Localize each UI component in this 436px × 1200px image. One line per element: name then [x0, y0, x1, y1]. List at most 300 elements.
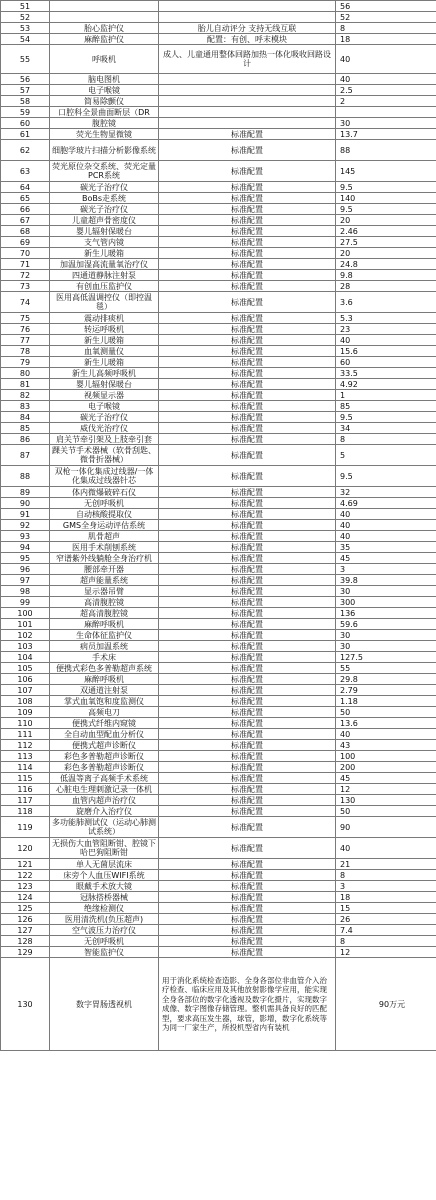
- row-number-cell: 120: [1, 838, 50, 859]
- amount-cell: 50: [336, 707, 436, 718]
- table-row: [1, 34, 436, 45]
- spec-cell: 标准配置: [159, 401, 336, 412]
- row-number-cell: 95: [1, 553, 50, 564]
- table-row: [1, 575, 436, 586]
- equipment-name-cell: 震动排痰机: [50, 313, 159, 324]
- table-row: [1, 215, 436, 226]
- table-row: [1, 129, 436, 140]
- table-row: [1, 423, 436, 434]
- amount-cell: 12: [336, 947, 436, 958]
- amount-cell: 85: [336, 401, 436, 412]
- table-row: [1, 270, 436, 281]
- spec-cell: 标准配置: [159, 193, 336, 204]
- row-number-cell: 110: [1, 718, 50, 729]
- row-number-cell: 80: [1, 368, 50, 379]
- amount-cell: 9.5: [336, 466, 436, 487]
- row-number-cell: 67: [1, 215, 50, 226]
- row-number-cell: 90: [1, 498, 50, 509]
- equipment-name-cell: 麻醉呼吸机: [50, 674, 159, 685]
- equipment-name-cell: 婴儿辐射保暖台: [50, 379, 159, 390]
- equipment-name-cell: 碳光子治疗仪: [50, 412, 159, 423]
- spec-cell: [159, 118, 336, 129]
- table-row: [1, 23, 436, 34]
- spec-cell: 标准配置: [159, 270, 336, 281]
- equipment-name-cell: 数字胃肠透视机: [50, 958, 159, 1051]
- equipment-name-cell: 掌式血氧饱和度监测仪: [50, 696, 159, 707]
- row-number-cell: 101: [1, 619, 50, 630]
- equipment-name-cell: 全自动血型配血分析仪: [50, 729, 159, 740]
- equipment-name-cell: [50, 1, 159, 12]
- spec-cell: [159, 12, 336, 23]
- table-row: [1, 696, 436, 707]
- row-number-cell: 74: [1, 292, 50, 313]
- table-row: [1, 751, 436, 762]
- amount-cell: 59.6: [336, 619, 436, 630]
- table-row: [1, 412, 436, 423]
- spec-cell: 标准配置: [159, 608, 336, 619]
- spec-cell: 配置：有创、呼末模块: [159, 34, 336, 45]
- amount-cell: 4.69: [336, 498, 436, 509]
- table-row: [1, 881, 436, 892]
- spec-cell: 标准配置: [159, 817, 336, 838]
- table-row: [1, 773, 436, 784]
- table-row: [1, 652, 436, 663]
- amount-cell: 300: [336, 597, 436, 608]
- amount-cell: 3: [336, 881, 436, 892]
- table-row: [1, 838, 436, 859]
- table-row: [1, 903, 436, 914]
- equipment-name-cell: 眼戴手术放大镜: [50, 881, 159, 892]
- equipment-name-cell: 支气管内镜: [50, 237, 159, 248]
- amount-cell: 40: [336, 520, 436, 531]
- row-number-cell: 73: [1, 281, 50, 292]
- amount-cell: 18: [336, 892, 436, 903]
- equipment-name-cell: 冠脉搭桥器械: [50, 892, 159, 903]
- row-number-cell: 53: [1, 23, 50, 34]
- spec-cell: 标准配置: [159, 696, 336, 707]
- equipment-name-cell: 无创呼吸机: [50, 498, 159, 509]
- equipment-name-cell: 腹腔镜: [50, 118, 159, 129]
- row-number-cell: 57: [1, 85, 50, 96]
- row-number-cell: 72: [1, 270, 50, 281]
- table-row: [1, 140, 436, 161]
- table-row: [1, 795, 436, 806]
- row-number-cell: 109: [1, 707, 50, 718]
- row-number-cell: 97: [1, 575, 50, 586]
- amount-cell: 145: [336, 161, 436, 182]
- equipment-name-cell: 血氧测量仪: [50, 346, 159, 357]
- equipment-name-cell: 生命体征监护仪: [50, 630, 159, 641]
- row-number-cell: 58: [1, 96, 50, 107]
- equipment-name-cell: 四通道静脉注射泵: [50, 270, 159, 281]
- equipment-name-cell: 自动核酸提取仪: [50, 509, 159, 520]
- row-number-cell: 124: [1, 892, 50, 903]
- row-number-cell: 86: [1, 434, 50, 445]
- equipment-name-cell: 新生儿暖箱: [50, 335, 159, 346]
- spec-cell: 标准配置: [159, 859, 336, 870]
- row-number-cell: 111: [1, 729, 50, 740]
- table-row: [1, 586, 436, 597]
- equipment-name-cell: 威伐光治疗仪: [50, 423, 159, 434]
- equipment-name-cell: 医用清洗机(负压超声): [50, 914, 159, 925]
- amount-cell: 29.8: [336, 674, 436, 685]
- amount-cell: 15.6: [336, 346, 436, 357]
- row-number-cell: 125: [1, 903, 50, 914]
- row-number-cell: 100: [1, 608, 50, 619]
- equipment-name-cell: 脑电图机: [50, 74, 159, 85]
- row-number-cell: 88: [1, 466, 50, 487]
- row-number-cell: 103: [1, 641, 50, 652]
- table-row: [1, 542, 436, 553]
- equipment-name-cell: 便携式彩色多普勒超声系统: [50, 663, 159, 674]
- row-number-cell: 75: [1, 313, 50, 324]
- spec-cell: 成人、儿童通用整体回路加热一体化吸收回路设计: [159, 45, 336, 74]
- row-number-cell: 87: [1, 445, 50, 466]
- spec-cell: 标准配置: [159, 903, 336, 914]
- spec-cell: 标准配置: [159, 718, 336, 729]
- spec-cell: 标准配置: [159, 663, 336, 674]
- table-row: [1, 892, 436, 903]
- spec-cell: 标准配置: [159, 936, 336, 947]
- amount-cell: 40: [336, 729, 436, 740]
- table-row: [1, 784, 436, 795]
- spec-cell: 标准配置: [159, 357, 336, 368]
- table-row: [1, 401, 436, 412]
- table-row: [1, 817, 436, 838]
- spec-cell: 标准配置: [159, 204, 336, 215]
- amount-cell: 15: [336, 903, 436, 914]
- table-row: [1, 182, 436, 193]
- amount-cell: 40: [336, 509, 436, 520]
- row-number-cell: 116: [1, 784, 50, 795]
- equipment-name-cell: 便携式纤维内窥镜: [50, 718, 159, 729]
- spec-cell: 标准配置: [159, 335, 336, 346]
- spec-cell: 标准配置: [159, 838, 336, 859]
- amount-cell: 20: [336, 248, 436, 259]
- amount-cell: 28: [336, 281, 436, 292]
- amount-cell: 9.5: [336, 412, 436, 423]
- amount-cell: 4.92: [336, 379, 436, 390]
- amount-cell: 40: [336, 335, 436, 346]
- table-row: [1, 118, 436, 129]
- spec-cell: 标准配置: [159, 466, 336, 487]
- equipment-name-cell: 口腔科全景曲面断层（DR: [50, 107, 159, 118]
- row-number-cell: 82: [1, 390, 50, 401]
- amount-cell: 13.6: [336, 718, 436, 729]
- table-row: [1, 914, 436, 925]
- table-row: [1, 663, 436, 674]
- row-number-cell: 113: [1, 751, 50, 762]
- equipment-name-cell: 新生儿高频呼吸机: [50, 368, 159, 379]
- amount-cell: 7.4: [336, 925, 436, 936]
- amount-cell: 2.46: [336, 226, 436, 237]
- spec-cell: 标准配置: [159, 641, 336, 652]
- spec-cell: 标准配置: [159, 707, 336, 718]
- table-row: [1, 259, 436, 270]
- table-row: [1, 718, 436, 729]
- table-row: [1, 520, 436, 531]
- amount-cell: 45: [336, 553, 436, 564]
- row-number-cell: 91: [1, 509, 50, 520]
- amount-cell: 18: [336, 34, 436, 45]
- spec-cell: 标准配置: [159, 390, 336, 401]
- row-number-cell: 52: [1, 12, 50, 23]
- amount-cell: 40: [336, 45, 436, 74]
- row-number-cell: 85: [1, 423, 50, 434]
- equipment-name-cell: 加温加湿高流量氧治疗仪: [50, 259, 159, 270]
- table-row: [1, 740, 436, 751]
- spec-cell: 标准配置: [159, 925, 336, 936]
- amount-cell: 50: [336, 806, 436, 817]
- row-number-cell: 93: [1, 531, 50, 542]
- row-number-cell: 78: [1, 346, 50, 357]
- equipment-name-cell: 简易除颤仪: [50, 96, 159, 107]
- equipment-name-cell: 新生儿暖箱: [50, 357, 159, 368]
- spec-cell: 标准配置: [159, 729, 336, 740]
- row-number-cell: 66: [1, 204, 50, 215]
- equipment-name-cell: 旋磨介入治疗仪: [50, 806, 159, 817]
- spec-cell: 标准配置: [159, 324, 336, 335]
- spec-cell: 标准配置: [159, 434, 336, 445]
- amount-cell: 2.79: [336, 685, 436, 696]
- equipment-name-cell: 便携式超声诊断仪: [50, 740, 159, 751]
- table-row: [1, 936, 436, 947]
- table-row: [1, 292, 436, 313]
- row-number-cell: 105: [1, 663, 50, 674]
- row-number-cell: 104: [1, 652, 50, 663]
- table-row: [1, 597, 436, 608]
- row-number-cell: 115: [1, 773, 50, 784]
- table-row: [1, 608, 436, 619]
- table-row: [1, 531, 436, 542]
- spec-cell: 标准配置: [159, 619, 336, 630]
- spec-cell: 用于消化系统检查造影、全身各部位非血管介入治疗检查、临床应用及其他放射影像学应用，能实现全身各部位的数字化透视及数字化摄片，实现数字成像、数字图像存储管理。整机需具备良好的匹配型，要求高压发生器，球管，影增，数字化系统等为同一厂家生产，所投机型省内有装机: [159, 958, 336, 1051]
- table-row: [1, 487, 436, 498]
- spec-cell: 标准配置: [159, 674, 336, 685]
- amount-cell: 3.6: [336, 292, 436, 313]
- equipment-name-cell: 空气波压力治疗仪: [50, 925, 159, 936]
- amount-cell: 40: [336, 74, 436, 85]
- table-row: [1, 674, 436, 685]
- table-row: [1, 193, 436, 204]
- equipment-name-cell: 麻醉呼吸机: [50, 619, 159, 630]
- row-number-cell: 83: [1, 401, 50, 412]
- table-row: [1, 1, 436, 12]
- row-number-cell: 69: [1, 237, 50, 248]
- spec-cell: 胎儿自动评分 支持无线互联: [159, 23, 336, 34]
- equipment-name-cell: 超声能量系统: [50, 575, 159, 586]
- row-number-cell: 94: [1, 542, 50, 553]
- spec-cell: 标准配置: [159, 379, 336, 390]
- spec-cell: 标准配置: [159, 346, 336, 357]
- amount-cell: 26: [336, 914, 436, 925]
- row-number-cell: 117: [1, 795, 50, 806]
- amount-cell: 5.3: [336, 313, 436, 324]
- amount-cell: 90万元: [336, 958, 436, 1051]
- equipment-name-cell: 手术床: [50, 652, 159, 663]
- table-row: [1, 237, 436, 248]
- equipment-table-body: [1, 1, 436, 1051]
- row-number-cell: 108: [1, 696, 50, 707]
- table-row: [1, 12, 436, 23]
- equipment-name-cell: 无创呼吸机: [50, 936, 159, 947]
- row-number-cell: 51: [1, 1, 50, 12]
- row-number-cell: 102: [1, 630, 50, 641]
- amount-cell: 30: [336, 630, 436, 641]
- spec-cell: 标准配置: [159, 161, 336, 182]
- equipment-name-cell: 医用高低温调控仪（即控温毯）: [50, 292, 159, 313]
- row-number-cell: 107: [1, 685, 50, 696]
- spec-cell: 标准配置: [159, 313, 336, 324]
- equipment-name-cell: 儿童超声骨密度仪: [50, 215, 159, 226]
- table-row: [1, 806, 436, 817]
- amount-cell: 136: [336, 608, 436, 619]
- amount-cell: 140: [336, 193, 436, 204]
- amount-cell: 43: [336, 740, 436, 751]
- equipment-name-cell: 转运呼吸机: [50, 324, 159, 335]
- spec-cell: 标准配置: [159, 520, 336, 531]
- row-number-cell: 70: [1, 248, 50, 259]
- equipment-name-cell: 细胞学玻片扫描分析影像系统: [50, 140, 159, 161]
- row-number-cell: 96: [1, 564, 50, 575]
- row-number-cell: 54: [1, 34, 50, 45]
- amount-cell: 32: [336, 487, 436, 498]
- equipment-name-cell: 智能监护仪: [50, 947, 159, 958]
- equipment-name-cell: 腰部牵开器: [50, 564, 159, 575]
- equipment-name-cell: 荧光生物显微镜: [50, 129, 159, 140]
- equipment-name-cell: [50, 12, 159, 23]
- equipment-name-cell: 体内微爆破碎石仪: [50, 487, 159, 498]
- table-row: [1, 85, 436, 96]
- equipment-name-cell: 肌骨超声: [50, 531, 159, 542]
- amount-cell: 33.5: [336, 368, 436, 379]
- amount-cell: 12: [336, 784, 436, 795]
- spec-cell: [159, 1, 336, 12]
- row-number-cell: 55: [1, 45, 50, 74]
- spec-cell: 标准配置: [159, 487, 336, 498]
- equipment-name-cell: 超高清腹腔镜: [50, 608, 159, 619]
- table-row: [1, 466, 436, 487]
- row-number-cell: 106: [1, 674, 50, 685]
- table-row: [1, 564, 436, 575]
- spec-cell: 标准配置: [159, 553, 336, 564]
- equipment-name-cell: 电子喉镜: [50, 401, 159, 412]
- row-number-cell: 63: [1, 161, 50, 182]
- row-number-cell: 92: [1, 520, 50, 531]
- amount-cell: 5: [336, 445, 436, 466]
- amount-cell: 52: [336, 12, 436, 23]
- equipment-name-cell: 新生儿暖箱: [50, 248, 159, 259]
- row-number-cell: 64: [1, 182, 50, 193]
- amount-cell: 1.18: [336, 696, 436, 707]
- amount-cell: 21: [336, 859, 436, 870]
- table-row: [1, 74, 436, 85]
- equipment-name-cell: 高频电刀: [50, 707, 159, 718]
- equipment-name-cell: 血管内超声治疗仪: [50, 795, 159, 806]
- table-row: [1, 357, 436, 368]
- row-number-cell: 79: [1, 357, 50, 368]
- amount-cell: 200: [336, 762, 436, 773]
- spec-cell: 标准配置: [159, 248, 336, 259]
- amount-cell: 20: [336, 215, 436, 226]
- spec-cell: 标准配置: [159, 784, 336, 795]
- table-row: [1, 859, 436, 870]
- table-row: [1, 96, 436, 107]
- table-row: [1, 204, 436, 215]
- equipment-name-cell: 呼吸机: [50, 45, 159, 74]
- amount-cell: 90: [336, 817, 436, 838]
- equipment-name-cell: 踝关节手术器械（软骨刮匙、微骨折器械）: [50, 445, 159, 466]
- spec-cell: 标准配置: [159, 806, 336, 817]
- amount-cell: 130: [336, 795, 436, 806]
- row-number-cell: 61: [1, 129, 50, 140]
- spec-cell: 标准配置: [159, 498, 336, 509]
- spec-cell: 标准配置: [159, 740, 336, 751]
- equipment-name-cell: 肩关节牵引架及上肢牵引套: [50, 434, 159, 445]
- amount-cell: 2.5: [336, 85, 436, 96]
- equipment-name-cell: 有创血压监护仪: [50, 281, 159, 292]
- table-row: [1, 685, 436, 696]
- table-row: [1, 368, 436, 379]
- row-number-cell: 119: [1, 817, 50, 838]
- amount-cell: 56: [336, 1, 436, 12]
- amount-cell: 30: [336, 586, 436, 597]
- row-number-cell: 127: [1, 925, 50, 936]
- amount-cell: 24.8: [336, 259, 436, 270]
- spec-cell: 标准配置: [159, 368, 336, 379]
- spec-cell: 标准配置: [159, 564, 336, 575]
- row-number-cell: 84: [1, 412, 50, 423]
- equipment-name-cell: 碳光子治疗仪: [50, 204, 159, 215]
- spec-cell: 标准配置: [159, 870, 336, 881]
- equipment-name-cell: 荧光原位杂交系统、荧光定量PCR系统: [50, 161, 159, 182]
- table-row: [1, 958, 436, 1051]
- amount-cell: 45: [336, 773, 436, 784]
- equipment-name-cell: BoBs走系统: [50, 193, 159, 204]
- spec-cell: 标准配置: [159, 751, 336, 762]
- table-row: [1, 161, 436, 182]
- equipment-name-cell: 多功能肺测试仪（运动心肺测试系统）: [50, 817, 159, 838]
- equipment-name-cell: GMS全身运动评估系统: [50, 520, 159, 531]
- spec-cell: 标准配置: [159, 182, 336, 193]
- table-row: [1, 313, 436, 324]
- table-row: [1, 390, 436, 401]
- row-number-cell: 65: [1, 193, 50, 204]
- amount-cell: 34: [336, 423, 436, 434]
- table-row: [1, 553, 436, 564]
- table-row: [1, 729, 436, 740]
- amount-cell: [336, 107, 436, 118]
- equipment-name-cell: 婴儿辐射保暖台: [50, 226, 159, 237]
- amount-cell: 8: [336, 870, 436, 881]
- spec-cell: 标准配置: [159, 281, 336, 292]
- amount-cell: 13.7: [336, 129, 436, 140]
- row-number-cell: 68: [1, 226, 50, 237]
- amount-cell: 30: [336, 641, 436, 652]
- equipment-name-cell: 视频显示器: [50, 390, 159, 401]
- amount-cell: 2: [336, 96, 436, 107]
- spec-cell: 标准配置: [159, 795, 336, 806]
- amount-cell: 27.5: [336, 237, 436, 248]
- row-number-cell: 99: [1, 597, 50, 608]
- amount-cell: 8: [336, 434, 436, 445]
- row-number-cell: 114: [1, 762, 50, 773]
- amount-cell: 100: [336, 751, 436, 762]
- table-row: [1, 947, 436, 958]
- row-number-cell: 129: [1, 947, 50, 958]
- spec-cell: 标准配置: [159, 423, 336, 434]
- equipment-name-cell: 彩色多普勒超声诊断仪: [50, 751, 159, 762]
